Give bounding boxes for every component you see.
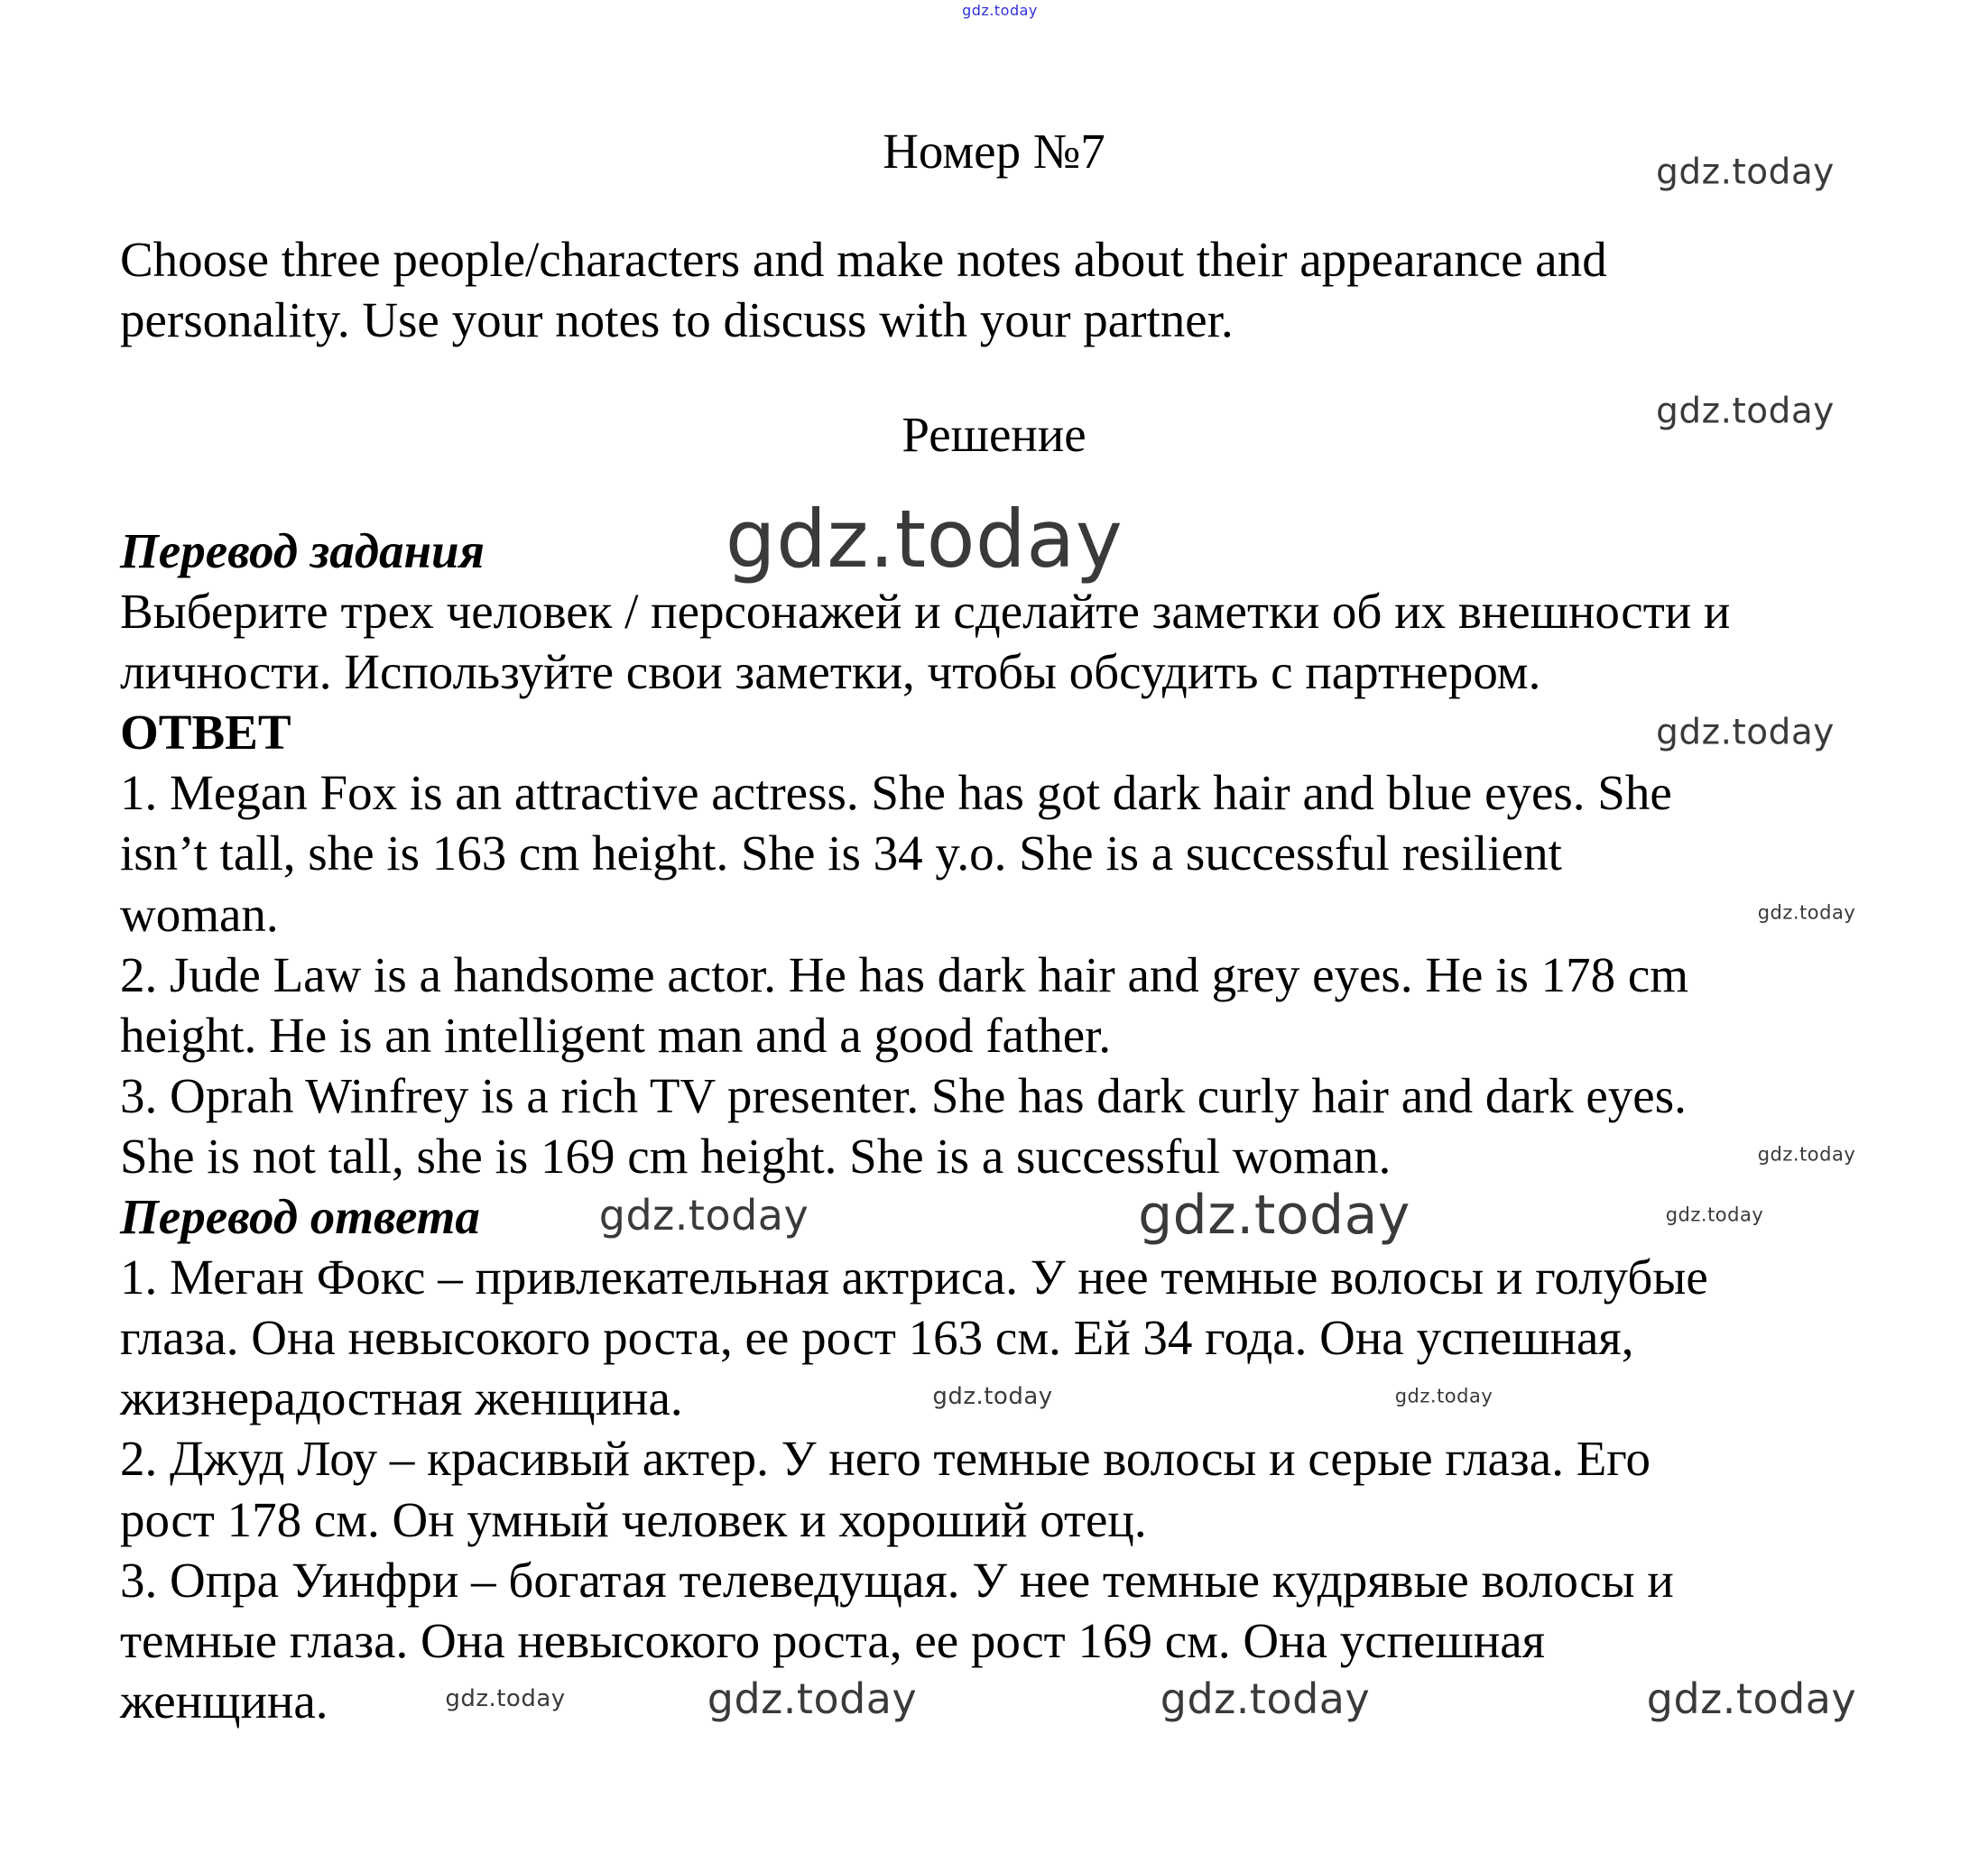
task-translation-heading: Перевод задания: [120, 523, 485, 578]
task-translation-line: Выберите трех человек / персонажей и сделайте заметки об их внешности и: [120, 584, 1731, 640]
watermark: gdz.today: [1138, 1184, 1410, 1247]
watermark: gdz.today: [1656, 712, 1835, 753]
answer-translation-line: 2. Джуд Лоу – красивый актер. У него темные волосы и серые глаза. Его: [120, 1431, 1651, 1487]
answer-line: isn’t tall, she is 163 cm height. She is 34 y.o. She is a successful resilient: [120, 825, 1562, 881]
watermark: gdz.today: [1757, 1143, 1856, 1166]
answer-translation-line: 3. Опра Уинфри – богатая телеведущая. У нее темные кудрявые волосы и: [120, 1552, 1674, 1608]
watermark: gdz.today: [445, 1685, 566, 1712]
solution-label: Решение: [902, 407, 1086, 462]
watermark: gdz.today: [1757, 901, 1856, 924]
watermark: gdz.today: [707, 1674, 918, 1723]
watermark: gdz.today: [725, 493, 1123, 586]
answer-translation-heading: Перевод ответа: [120, 1189, 480, 1245]
watermark: gdz.today: [1646, 1674, 1857, 1723]
watermark: gdz.today: [1665, 1203, 1764, 1226]
answer-line: 2. Jude Law is a handsome actor. He has dark hair and grey eyes. He is 178 cm: [120, 946, 1689, 1002]
answer-line: height. He is an intelligent man and a good father.: [120, 1007, 1112, 1063]
answer-line: woman.: [120, 886, 279, 942]
watermark: gdz.today: [1656, 391, 1835, 432]
watermark: gdz.today: [598, 1191, 809, 1240]
answer-translation-line: 1. Меган Фокс – привлекательная актриса. У нее темные волосы и голубые: [120, 1250, 1708, 1305]
watermark: gdz.today: [962, 2, 1038, 19]
answer-translation-line: темные глаза. Она невысокого роста, ее рост 169 см. Она успешная: [120, 1612, 1545, 1668]
page-title: Номер №7: [883, 124, 1105, 179]
answer-translation-line: глаза. Она невысокого роста, ее рост 163 см. Ей 34 года. Она успешная,: [120, 1310, 1634, 1366]
task-translation-line: личности. Используйте свои заметки, чтобы обсудить с партнером.: [120, 644, 1541, 700]
answer-line: 3. Oprah Winfrey is a rich TV presenter. She has dark curly hair and dark eyes.: [120, 1067, 1687, 1123]
answer-translation-line: жизнерадостная женщина.: [120, 1370, 683, 1426]
task-text: [120, 229, 1607, 350]
answer-heading: ОТВЕТ: [120, 705, 291, 761]
solution-body: [120, 521, 1730, 1731]
watermark: gdz.today: [1394, 1385, 1493, 1407]
watermark: gdz.today: [1160, 1674, 1371, 1723]
task-line: personality. Use your notes to discuss with your partner.: [120, 292, 1234, 348]
answer-translation-line: женщина.: [120, 1673, 328, 1729]
answer-line: 1. Megan Fox is an attractive actress. She has got dark hair and blue eyes. She: [120, 765, 1672, 821]
watermark: gdz.today: [1656, 152, 1835, 193]
answer-translation-line: рост 178 см. Он умный человек и хороший отец.: [120, 1491, 1147, 1547]
watermark: gdz.today: [932, 1383, 1053, 1410]
task-line: Choose three people/characters and make notes about their appearance and: [120, 232, 1607, 287]
answer-line: She is not tall, she is 169 cm height. She is a successful woman.: [120, 1128, 1392, 1184]
